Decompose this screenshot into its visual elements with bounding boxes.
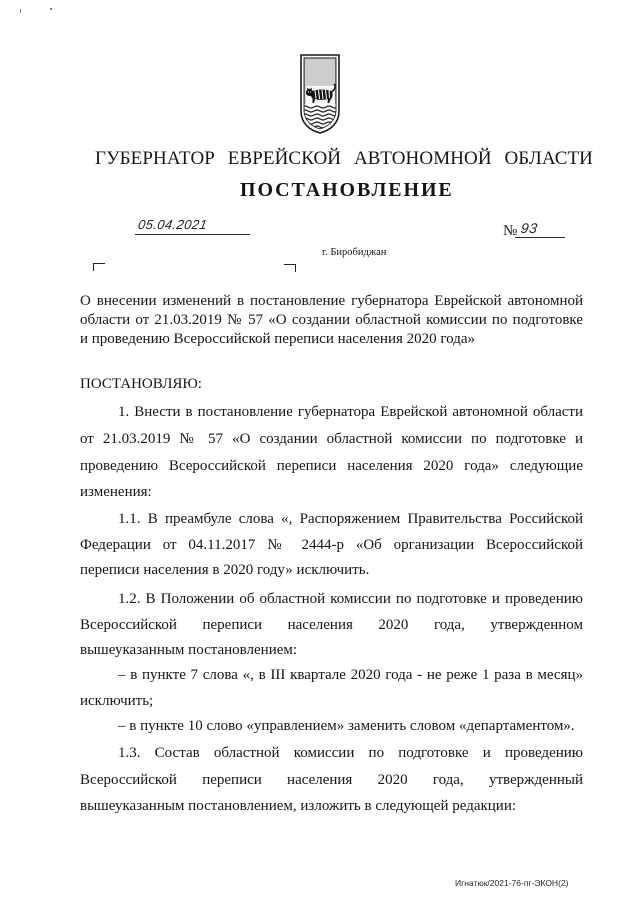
handwritten-number: 93 xyxy=(519,220,539,236)
title-corner-mark-left xyxy=(93,263,105,271)
paragraph-line: Федерации от 04.11.2017 № 2444-р «Об организации Всероссийской xyxy=(80,537,583,553)
paragraph-line: 1. Внести в постановление губернатора Еврейской автономной области xyxy=(118,404,583,420)
tiger-figure xyxy=(306,84,335,105)
paragraph-line: вышеуказанным постановлением, изложить в следующей редакции: xyxy=(80,798,517,814)
number-sign: № xyxy=(503,223,518,239)
paragraph-line: Всероссийской переписи населения 2020 года, утвержденном xyxy=(80,617,583,633)
authority-name: ГУБЕРНАТОР ЕВРЕЙСКОЙ АВТОНОМНОЙ ОБЛАСТИ xyxy=(95,148,593,169)
paragraph-line: переписи населения в 2020 году» исключить. xyxy=(80,562,370,578)
paragraph-line: от 21.03.2019 № 57 «О создании областной комиссии по подготовке и xyxy=(80,431,583,447)
paragraph-line: вышеуказанным постановлением: xyxy=(80,642,298,658)
title-line: и проведению Всероссийской переписи населения 2020 года» xyxy=(80,331,476,347)
paragraph-line: проведению Всероссийской переписи населения 2020 года» следующие xyxy=(80,458,583,474)
paragraph-line: 1.3. Состав областной комиссии по подготовке и проведению xyxy=(118,745,583,761)
operative-word: ПОСТАНОВЛЯЮ: xyxy=(80,376,202,392)
handwritten-date: 05.04.2021 xyxy=(137,217,209,232)
paragraph-line: исключить; xyxy=(80,693,154,709)
title-line: О внесении изменений в постановление губернатора Еврейской автономной xyxy=(80,293,583,309)
paragraph-line: 1.2. В Положении об областной комиссии по подготовке и проведению xyxy=(118,591,583,607)
executor-mark: Игнатюк/2021-76-пг-ЭКОН(2) xyxy=(455,878,569,888)
paragraph-line: 1.1. В преамбуле слова «, Распоряжением Правительства Российской xyxy=(118,511,583,527)
scan-mark xyxy=(20,9,21,13)
paragraph-line: – в пункте 7 слова «, в III квартале 2020 года - не реже 1 раза в месяц» xyxy=(118,667,583,683)
title-line: области от 21.03.2019 № 57 «О создании областной комиссии по подготовке xyxy=(80,312,583,328)
place-of-issue: г. Биробиджан xyxy=(322,247,387,258)
title-corner-mark-right xyxy=(284,264,296,272)
scan-mark xyxy=(50,8,52,10)
date-underline xyxy=(135,234,250,235)
coat-of-arms-icon xyxy=(299,53,341,135)
document-type: ПОСТАНОВЛЕНИЕ xyxy=(240,179,454,201)
paragraph-line: Всероссийской переписи населения 2020 года, утвержденный xyxy=(80,772,583,788)
paragraph-line: – в пункте 10 слово «управлением» заменить словом «департаментом». xyxy=(118,718,575,734)
number-underline xyxy=(515,237,565,238)
paragraph-line: изменения: xyxy=(80,484,152,500)
